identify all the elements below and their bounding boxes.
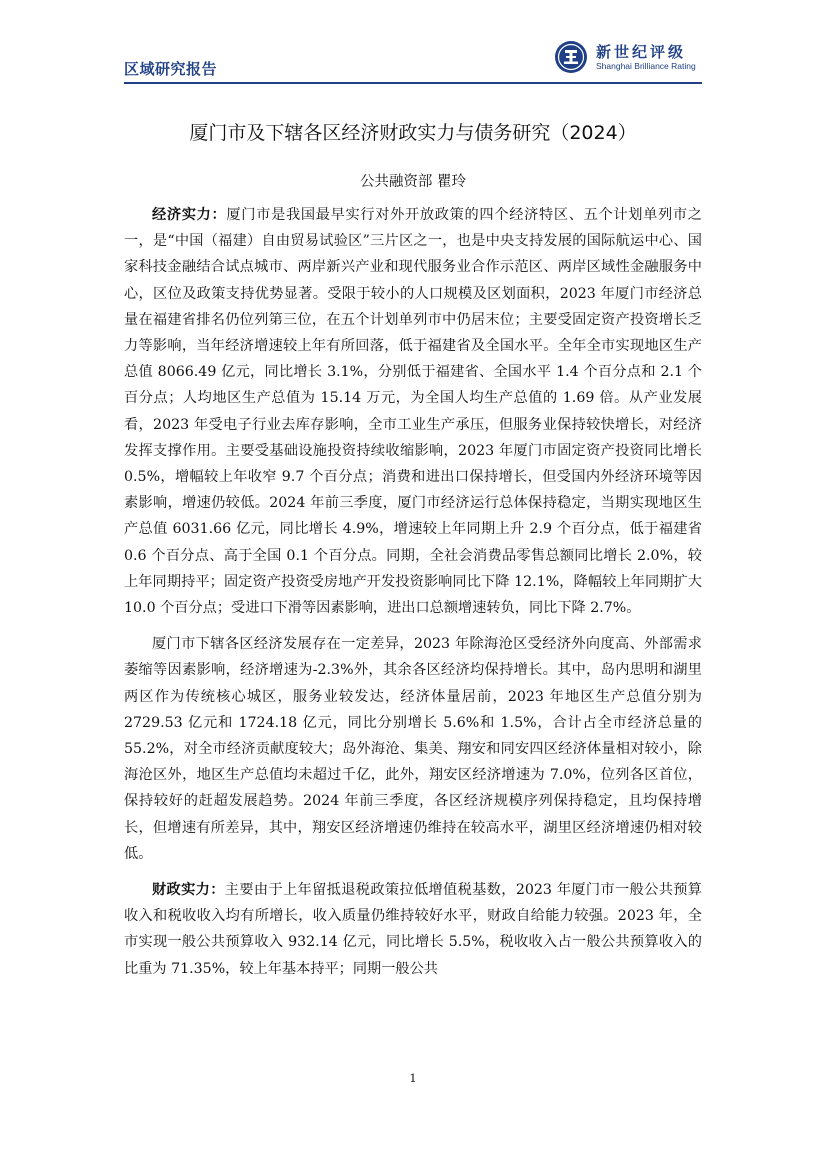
author-byline: 公共融资部 瞿玲 (359, 174, 467, 190)
header-divider (124, 82, 702, 84)
document-body (124, 202, 702, 992)
paragraph-lead: 财政实力： (152, 882, 225, 899)
paragraph-text: 厦门市是我国最早实行对外开放政策的四个经济特区、五个计划单列市之一，是“中国（福建）自由贸易试验区”三片区之一，也是中央支持发展的国际航运中心、国家科技金融结合试点城市、两岸新兴产业和现代服务业合作示范区、两岸区域性金融服务中心，区位及政策支持优势显著。受限于较小的人口规模及区划面积，2023 年厦门市经济总量在福建省排名仍位列第三位，在五个计划单列市中仍居末位；主要受固定资产投资增长乏力等影响，当年经济增速较上年有所回落，低于福建省及全国水平。全年全市实现地区生产总值 8066.49 亿元，同比增长 3.1%，分别低于福建省、全国水平 1.4 个百分点和 2.1 个百分点；人均地区生产总值为 15.14 万元，为全国人均生产总值的 1.69 倍。从产业发展看，2023 年受电子行业去库存影响，全市工业生产承压，但服务业保持较快增长，对经济发挥支撑作用。主要受基础设施投资持续收缩影响，2023 年厦门市固定资产投资同比增长 0.5%，增幅较上年收窄 9.7 个百分点；消费和进出口保持增长，但受国内外经济环境等因素影响，增速仍较低。2024 年前三季度，厦门市经济运行总体保持稳定，当期实现地区生产总值 6031.66 亿元，同比增长 4.9%，增速较上年同期上升 2.9 个百分点，低于福建省 0.6 个百分点、高于全国 0.1 个百分点。同期，全社会消费品零售总额同比增长 2.0%，较上年同期持平；固定资产投资受房地产开发投资影响同比下降 12.1%，降幅较上年同期扩大 10.0 个百分点；受进口下滑等因素影响，进出口总额增速转负，同比下降 2.7%。 (124, 207, 702, 617)
logo-chinese-name: 新世纪评级 (596, 43, 687, 61)
page-header (124, 36, 702, 82)
paragraph-district-economy (124, 631, 702, 867)
document-title: 厦门市及下辖各区经济财政实力与债务研究（2024） (189, 122, 637, 144)
paragraph-text: 主要由于上年留抵退税政策拉低增值税基数，2023 年厦门市一般公共预算收入和税收收入均有所增长，收入质量仍维持较好水平，财政自给能力较强。2023 年，全市实现一般公共预算收入 932.14 亿元，同比增长 5.5%，税收收入占一般公共预算收入的比重为 71.35%，较上年基本持平；同期一般公共 (124, 882, 702, 977)
report-section-title: 区域研究报告 (124, 60, 218, 78)
paragraph-fiscal-strength (124, 877, 702, 982)
rating-agency-emblem-icon (554, 40, 588, 74)
paragraph-text: 厦门市下辖各区经济发展存在一定差异，2023 年除海沧区受经济外向度高、外部需求萎缩等因素影响，经济增速为-2.3%外，其余各区经济均保持增长。其中，岛内思明和湖里两区作为传统核心城区，服务业较发达，经济体量居前，2023 年地区生产总值分别为 2729.53 亿元和 1724.18 亿元，同比分别增长 5.6%和 1.5%，合计占全市经济总量的 55.2%，对全市经济贡献度较大；岛外海沧、集美、翔安和同安四区经济体量相对较小，除海沧区外，地区生产总值均未超过千亿，此外，翔安区经济增速为 7.0%，位列各区首位，保持较好的赶超发展趋势。2024 年前三季度，各区经济规模序列保持稳定，且均保持增长，但增速有所差异，其中，翔安区经济增速仍维持在较高水平，湖里区经济增速仍相对较低。 (124, 636, 702, 862)
page-number: 1 (409, 1072, 417, 1085)
company-logo (554, 40, 702, 74)
paragraph-economic-strength (124, 202, 702, 621)
logo-english-name: Shanghai Brilliance Rating (596, 61, 696, 71)
paragraph-lead: 经济实力： (152, 207, 227, 223)
